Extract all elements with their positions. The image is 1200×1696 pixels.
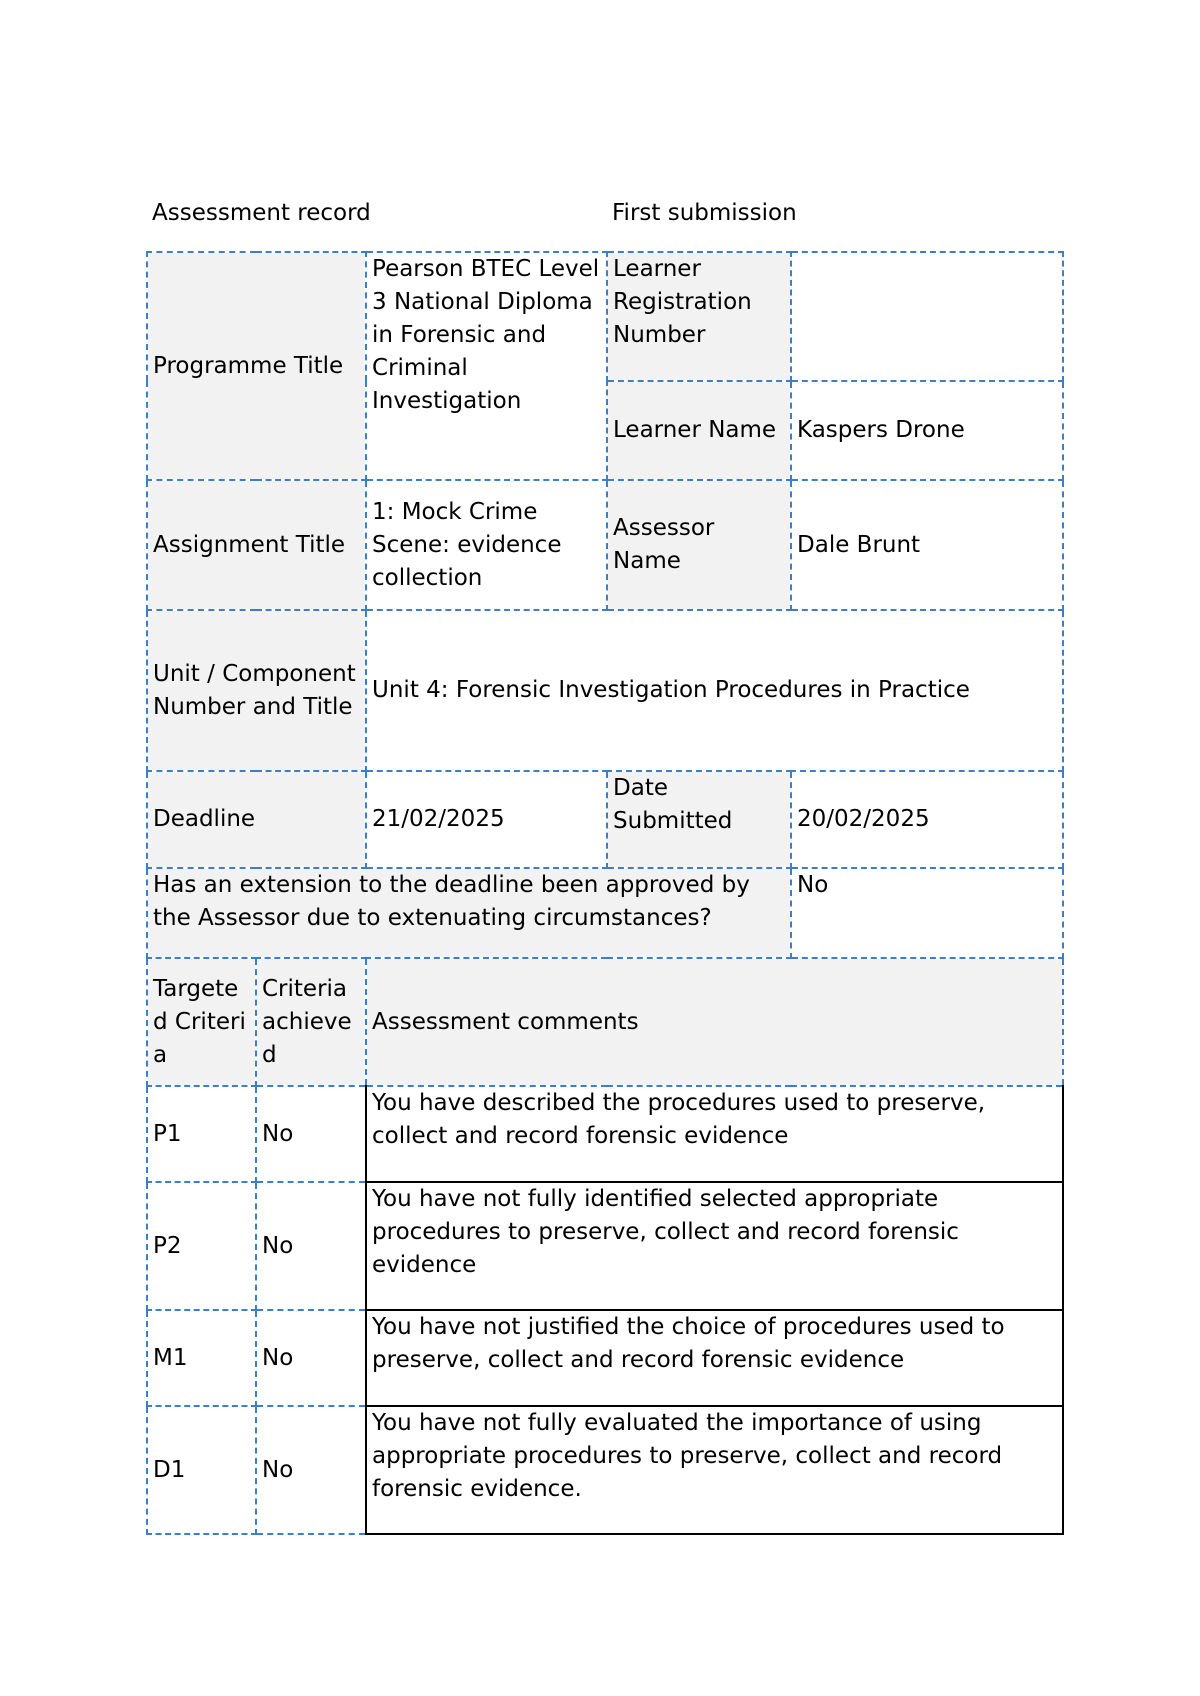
criterion-cell: D1	[147, 1406, 256, 1534]
learner-registration-label: Learner Registration Number	[607, 252, 791, 381]
learner-registration-value	[791, 252, 1063, 381]
achieved-cell: No	[256, 1406, 366, 1534]
comment-cell: You have described the procedures used to preserve, collect and record forensic evidence	[366, 1086, 1063, 1182]
assessment-record-table	[146, 251, 1064, 1535]
comment-cell: You have not fully evaluated the importance of using appropriate procedures to preserve, collect and record forensic evidence.	[366, 1406, 1063, 1534]
achieved-cell: No	[256, 1182, 366, 1310]
assignment-title-value: 1: Mock Crime Scene: evidence collection	[366, 480, 607, 610]
assignment-title-label: Assignment Title	[147, 480, 366, 610]
submission-status: First submission	[612, 200, 797, 226]
learner-name-value: Kaspers Drone	[791, 381, 1063, 480]
comment-cell: You have not fully identified selected appropriate procedures to preserve, collect and record forensic evidence	[366, 1182, 1063, 1310]
criterion-cell: P2	[147, 1182, 256, 1310]
extension-answer: No	[791, 868, 1063, 958]
criteria-achieved-header: Criteria achieved	[256, 958, 366, 1086]
targeted-criteria-header: Targeted Criteria	[147, 958, 256, 1086]
extension-question: Has an extension to the deadline been approved by the Assessor due to extenuating circumstances?	[147, 868, 791, 958]
programme-title-label: Programme Title	[147, 252, 366, 480]
criterion-cell: P1	[147, 1086, 256, 1182]
achieved-cell: No	[256, 1086, 366, 1182]
assessment-comments-header: Assessment comments	[366, 958, 1063, 1086]
comment-cell: You have not justified the choice of procedures used to preserve, collect and record forensic evidence	[366, 1310, 1063, 1406]
programme-title-value: Pearson BTEC Level 3 National Diploma in Forensic and Criminal Investigation	[366, 252, 607, 480]
achieved-cell: No	[256, 1310, 366, 1406]
deadline-value: 21/02/2025	[366, 771, 607, 868]
deadline-label: Deadline	[147, 771, 366, 868]
assessor-name-value: Dale Brunt	[791, 480, 1063, 610]
date-submitted-label: Date Submitted	[607, 771, 791, 868]
unit-label: Unit / Component Number and Title	[147, 610, 366, 771]
assessor-name-label: Assessor Name	[607, 480, 791, 610]
criterion-cell: M1	[147, 1310, 256, 1406]
date-submitted-value: 20/02/2025	[791, 771, 1063, 868]
assessment-record-title: Assessment record	[152, 200, 371, 226]
unit-value: Unit 4: Forensic Investigation Procedures in Practice	[366, 610, 1063, 771]
learner-name-label: Learner Name	[607, 381, 791, 480]
page-header	[152, 196, 1052, 230]
